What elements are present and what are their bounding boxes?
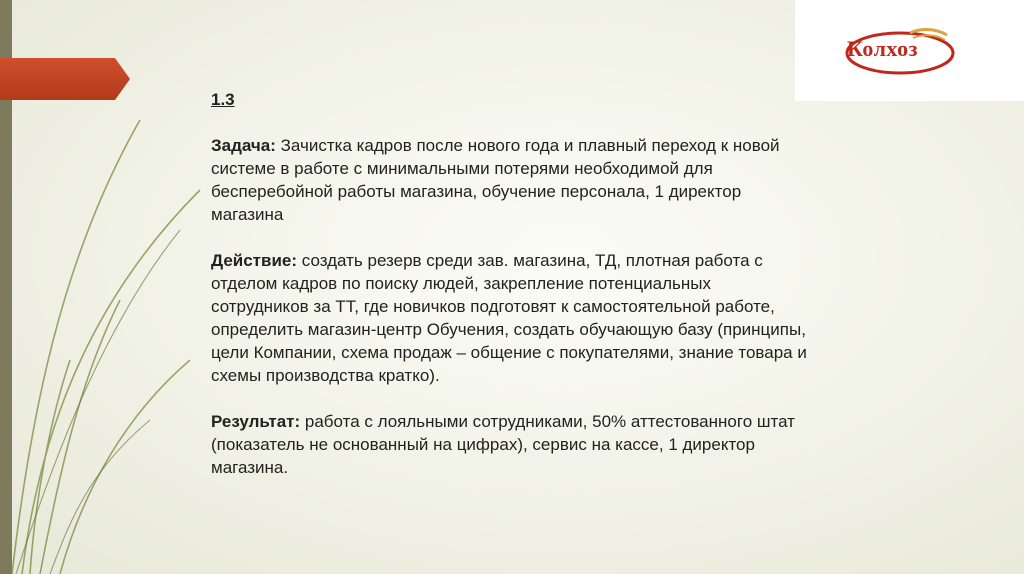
slide-content — [211, 88, 811, 502]
action-text: создать резерв среди зав. магазина, ТД, плотная работа с отделом кадров по поиску людей, закрепление потенциальных сотрудников за ТТ, где новичков подготовят к самостоятельной работе, определить магазин-центр Обучения, создать обучающую базу (принципы, цели Компании, схема продаж – общение с покупателями, знание товара и схемы производства кратко). — [211, 251, 807, 385]
logo-text: Колхоз — [847, 36, 918, 61]
result-text: работа с лояльными сотрудниками, 50% аттестованного штат (показатель не основанный на цифрах), сервис на кассе, 1 директор магазина. — [211, 412, 795, 477]
task-paragraph — [211, 134, 811, 226]
action-label: Действие: — [211, 251, 298, 270]
task-text: Зачистка кадров после нового года и плавный переход к новой системе в работе с минимальными потерями необходимой для бесперебойной работы магазина, обучение персонала, 1 директор магазина — [211, 136, 780, 224]
slide-number: 1.3 — [211, 90, 235, 109]
task-label: Задача: — [211, 136, 276, 155]
title-arrow-tab — [0, 58, 130, 100]
action-paragraph — [211, 249, 811, 387]
result-label: Результат: — [211, 412, 301, 431]
logo — [795, 0, 1024, 101]
result-paragraph — [211, 410, 811, 479]
